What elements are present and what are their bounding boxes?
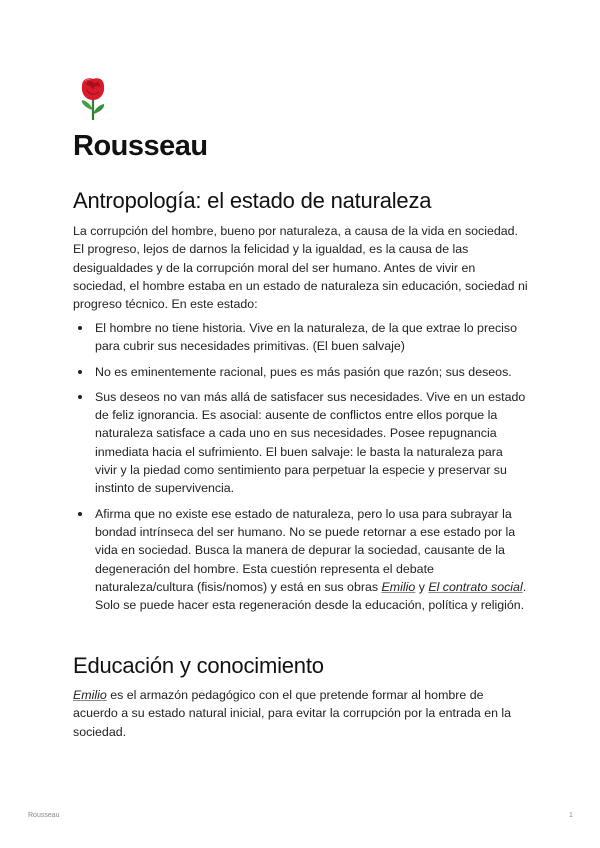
link-el-contrato-social[interactable]: El contrato social <box>428 579 523 594</box>
list-item-text: Sus deseos no van más allá de satisfacer sus necesidades. Vive en un estado de feliz ignorancia. Es asocial: ausente de conflictos entre ellos porque la naturaleza satisface a cada uno en sus necesidades. Posee repugnancia inmediata hacia el sufrimiento. El buen salvaje: le basta la naturaleza para vivir y la piedad como sentimiento para perpetuar la especie y preservar su instinto de supervivencia. <box>95 389 526 496</box>
list-item-text: No es eminentemente racional, pues es más pasión que razón; sus deseos. <box>95 364 512 379</box>
paragraph-text: es el armazón pedagógico con el que pretende formar al hombre de acuerdo a su estado natural inicial, para evitar la corrupción por la entrada en la sociedad. <box>73 688 512 739</box>
list-item-text-mid: y <box>415 579 429 594</box>
footer-title: Rousseau <box>28 812 60 819</box>
bullet-dot-icon <box>78 512 82 516</box>
list-item <box>73 388 528 498</box>
bullet-dot-icon <box>78 395 82 399</box>
list-item <box>73 363 528 381</box>
section-educacion-paragraph <box>73 686 528 741</box>
bullet-dot-icon <box>78 326 82 330</box>
section-heading-antropologia: Antropología: el estado de naturaleza <box>73 188 432 213</box>
section-intro-paragraph: La corrupción del hombre, bueno por naturaleza, a causa de la vida en sociedad. El progreso, lejos de darnos la felicidad y la igualdad, es la causa de las desigualdades y de la corrupción moral del ser humano. Antes de vivir en sociedad, el hombre estaba en un estado de naturaleza sin educación, sociedad ni progreso técnico. En este estado: <box>73 224 528 312</box>
list-item <box>73 319 528 356</box>
rose-icon <box>73 76 115 122</box>
footer-page-number: 1 <box>569 812 573 819</box>
page-title: Rousseau <box>73 130 208 162</box>
section-heading-educacion: Educación y conocimiento <box>73 653 324 678</box>
bullet-list <box>73 319 528 621</box>
list-item-text-end: . Solo se puede hacer esta regeneración desde la educación, política y religión. <box>95 579 527 613</box>
link-emilio[interactable]: Emilio <box>381 579 416 594</box>
list-item-text-start: Afirma que no existe ese estado de naturaleza, pero lo usa para subrayar la bondad intrínseca del ser humano. No se puede retornar a ese estado por la vida en sociedad. Busca la manera de depurar la sociedad, causante de la degeneración del hombre. Esta cuestión representa el debate naturaleza/cultura (fisis/nomos) y está en sus obras <box>95 506 516 594</box>
list-item-text: El hombre no tiene historia. Vive en la naturaleza, de la que extrae lo preciso para cubrir sus necesidades primitivas. (El buen salvaje) <box>95 321 517 354</box>
bullet-dot-icon <box>78 370 82 374</box>
link-emilio-2[interactable]: Emilio <box>73 688 107 702</box>
list-item <box>73 505 528 615</box>
